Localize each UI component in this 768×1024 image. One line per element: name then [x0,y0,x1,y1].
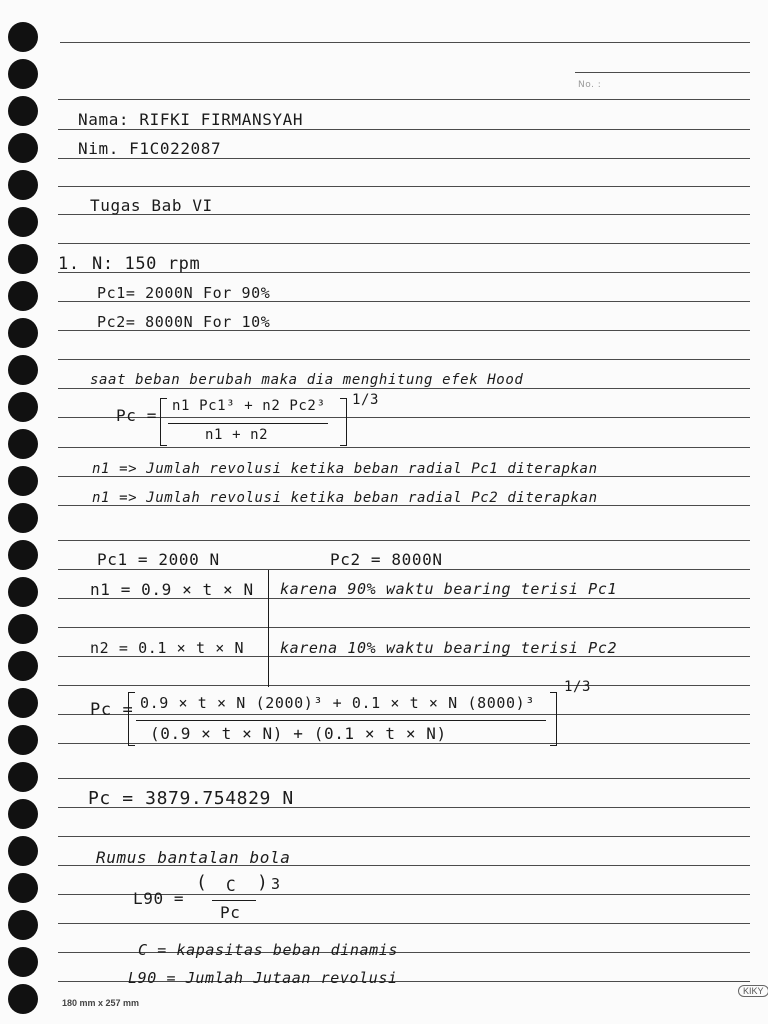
calc-exponent: 1/3 [564,679,592,695]
table-n1-reason: karena 90% waktu bearing terisi Pc1 [280,580,618,598]
given-n: N: 150 rpm [92,254,201,274]
rule-line [58,627,750,628]
l90-exponent: 3 [271,875,281,893]
brand-logo: KIKY [738,985,768,997]
rule-line [58,836,750,837]
formula-fraction-bar [168,423,328,424]
calc-numerator: 0.9 × t × N (2000)³ + 0.1 × t × N (8000)³ [140,694,535,712]
definition-l90: L90 = Jumlah Jutaan revolusi [128,969,398,987]
rule-line [58,388,750,389]
student-nim: Nim. F1C022087 [78,139,222,158]
table-n2-reason: karena 10% waktu bearing terisi Pc2 [280,639,618,657]
formula-lhs: Pc = [116,406,157,425]
calc-denominator: (0.9 × t × N) + (0.1 × t × N) [150,724,447,743]
rule-line [575,72,750,73]
calc-bracket-left [128,692,135,746]
formula-bracket-right [340,398,347,446]
l90-fraction-bar [212,900,256,901]
calc-result: Pc = 3879.754829 N [88,788,294,809]
given-pc1: Pc1= 2000N For 90% [97,284,271,302]
calc-fraction-bar [136,720,546,721]
table-pc2: Pc2 = 8000N [330,550,443,569]
rule-line [58,714,750,715]
rule-line [58,778,750,779]
given-pc2: Pc2= 8000N For 10% [97,313,271,331]
rule-line [58,243,750,244]
rule-line [58,569,750,570]
calc-bracket-right [550,692,557,746]
rule-line [58,540,750,541]
l90-denominator: Pc [220,903,241,922]
rule-line [58,99,750,100]
l90-open-paren: ( [196,872,208,893]
page-number-label: No. : [578,80,602,90]
rule-line [58,359,750,360]
l90-close-paren: ) [257,872,269,893]
rule-line [58,158,750,159]
rule-line [58,923,750,924]
table-n2-expr: n2 = 0.1 × t × N [90,639,245,657]
definition-c: C = kapasitas beban dinamis [138,941,399,959]
problem-number: 1. [58,254,80,274]
task-title: Tugas Bab VI [90,196,213,215]
definition-n1: n1 => Jumlah revolusi ketika beban radial Pc1 diterapkan [92,461,598,477]
rule-line [58,743,750,744]
rule-line [58,129,750,130]
formula-numerator: n1 Pc1³ + n2 Pc2³ [172,398,326,414]
l90-numerator: C [226,876,237,895]
rule-line [58,186,750,187]
table-pc1: Pc1 = 2000 N [97,550,220,569]
rule-line [58,447,750,448]
intro-text: saat beban berubah maka dia menghitung efek Hood [90,372,524,388]
rule-line [60,42,750,43]
formula-denominator: n1 + n2 [205,427,269,443]
calc-lhs: Pc = [90,700,134,720]
l90-lhs: L90 = [133,889,185,908]
table-n1-expr: n1 = 0.9 × t × N [90,580,254,599]
formula-exponent: 1/3 [352,392,380,408]
rule-line [58,685,750,686]
definition-n2: n1 => Jumlah revolusi ketika beban radial Pc2 diterapkan [92,490,598,506]
formula-bracket-left [160,398,167,446]
table-divider [268,570,269,687]
paper-size-label: 180 mm x 257 mm [62,998,140,1008]
rumus-title: Rumus bantalan bola [96,848,291,867]
student-name: Nama: RIFKI FIRMANSYAH [78,110,304,129]
